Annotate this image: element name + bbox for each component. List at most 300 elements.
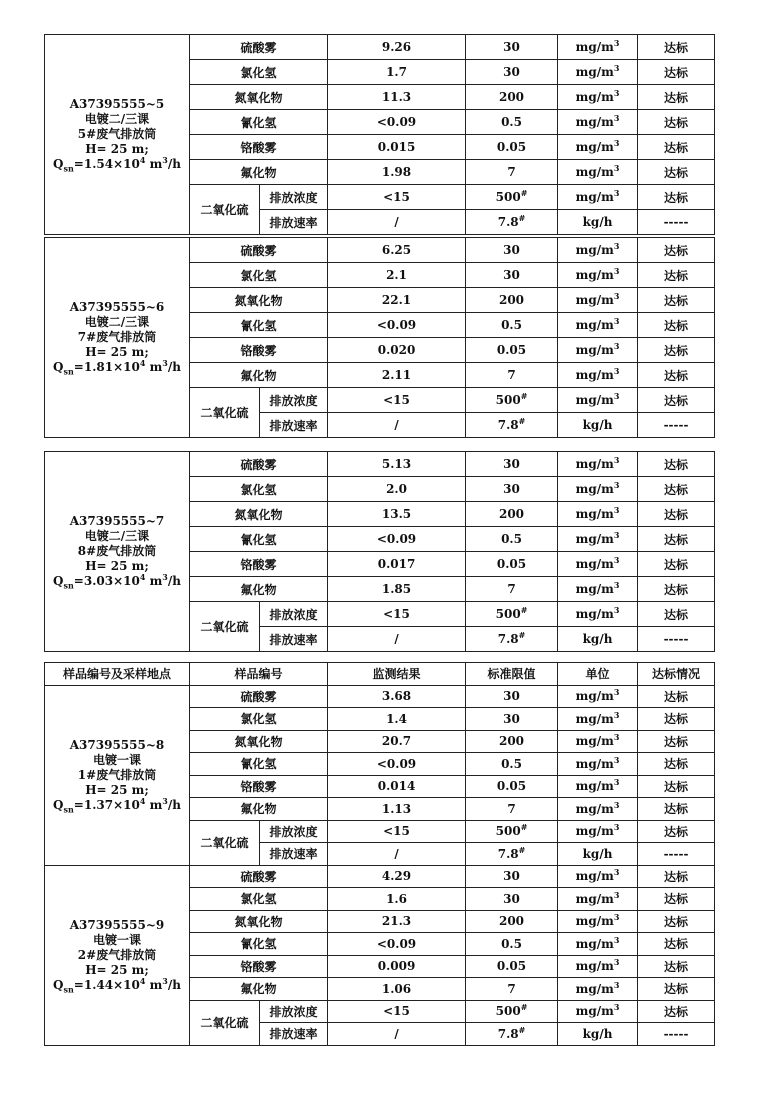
unit-text: mg/m: [575, 981, 614, 996]
unit-exponent: 3: [613, 867, 620, 878]
monitoring-result: /: [328, 413, 466, 438]
limit-value: 0.05: [496, 557, 527, 571]
so2-metric: 排放浓度: [260, 185, 328, 210]
location-line: H= 25 m;: [85, 345, 149, 359]
compliance-status: -----: [638, 627, 715, 652]
limit-value: 0.05: [496, 959, 527, 974]
flow-value: =1.54×10: [73, 157, 140, 171]
unit-text: mg/m: [575, 90, 614, 104]
flow-subscript: sn: [63, 163, 74, 174]
monitoring-result: 0.017: [328, 552, 466, 577]
unit-text: kg/h: [582, 632, 613, 646]
standard-limit: [466, 288, 558, 313]
pollutant-name: 氮氧化物: [190, 910, 328, 933]
pollutant-name: 氯化氢: [190, 708, 328, 731]
compliance-status: 达标: [638, 452, 715, 477]
standard-limit: [466, 775, 558, 798]
flow-symbol: Q: [53, 797, 64, 812]
standard-limit: [466, 933, 558, 956]
compliance-status: 达标: [638, 552, 715, 577]
location-line: 电镀一课: [92, 932, 141, 947]
pollutant-name: 氰化氢: [190, 933, 328, 956]
limit-value: 7: [507, 582, 516, 596]
compliance-status: 达标: [638, 338, 715, 363]
unit-exponent: 3: [613, 163, 620, 173]
limit-value: 200: [498, 90, 525, 104]
table-header: [45, 663, 715, 686]
flow-rate: [47, 360, 187, 375]
flow-unit: m: [145, 360, 163, 374]
so2-metric: 排放速率: [260, 843, 328, 866]
compliance-status: 达标: [638, 753, 715, 776]
unit-text: mg/m: [575, 936, 614, 951]
pollutant-name: 氰化氢: [190, 110, 328, 135]
pollutant-name: 铬酸雾: [190, 955, 328, 978]
monitoring-table-part-2: [44, 237, 715, 438]
pollutant-name: 氮氧化物: [190, 85, 328, 110]
standard-limit: [466, 60, 558, 85]
location-line: 8#废气排放筒: [77, 544, 157, 558]
compliance-status: 达标: [638, 933, 715, 956]
header-status: 达标情况: [638, 663, 715, 686]
sample-group: [45, 238, 715, 438]
monitoring-result: <15: [328, 388, 466, 413]
compliance-status: 达标: [638, 477, 715, 502]
unit-text: mg/m: [575, 914, 614, 929]
flow-exponent: 4: [139, 155, 146, 165]
unit: [558, 338, 638, 363]
unit: [558, 775, 638, 798]
so2-label: 二氧化硫: [190, 602, 260, 652]
monitoring-result: 1.06: [328, 978, 466, 1001]
table-row: [45, 452, 715, 477]
compliance-status: 达标: [638, 60, 715, 85]
so2-metric: 排放浓度: [260, 820, 328, 843]
flow-tail: /h: [167, 157, 181, 171]
location-line: 电镀一课: [92, 752, 141, 767]
compliance-status: 达标: [638, 685, 715, 708]
compliance-status: 达标: [638, 798, 715, 821]
limit-value: 0.5: [501, 532, 522, 546]
monitoring-result: /: [328, 843, 466, 866]
limit-value: 7: [507, 165, 516, 179]
limit-value: 500: [495, 393, 521, 407]
pollutant-name: 氮氧化物: [190, 288, 328, 313]
limit-value: 30: [503, 65, 520, 79]
monitoring-result: 22.1: [328, 288, 466, 313]
standard-limit: [466, 888, 558, 911]
monitoring-result: 6.25: [328, 238, 466, 263]
compliance-status: 达标: [638, 910, 715, 933]
unit: [558, 552, 638, 577]
monitoring-table-part-4: [44, 662, 715, 1046]
standard-limit: [466, 338, 558, 363]
location-line: H= 25 m;: [85, 962, 149, 977]
header-result: 监测结果: [328, 663, 466, 686]
unit: [558, 843, 638, 866]
pollutant-name: 氯化氢: [190, 263, 328, 288]
compliance-status: 达标: [638, 978, 715, 1001]
unit-text: mg/m: [575, 891, 614, 906]
monitoring-result: 11.3: [328, 85, 466, 110]
limit-value: 500: [495, 824, 521, 839]
monitoring-result: <15: [328, 1000, 466, 1023]
monitoring-result: 0.009: [328, 955, 466, 978]
compliance-status: 达标: [638, 730, 715, 753]
standard-limit: [466, 313, 558, 338]
limit-mark: #: [520, 605, 528, 615]
flow-symbol: Q: [53, 360, 64, 374]
limit-value: 0.5: [501, 115, 522, 129]
location-line: A37395555~5: [69, 97, 165, 111]
unit-exponent: 3: [613, 391, 620, 401]
limit-value: 0.05: [496, 343, 527, 357]
standard-limit: [466, 730, 558, 753]
standard-limit: [466, 978, 558, 1001]
unit-text: mg/m: [575, 318, 614, 332]
location-line: 电镀二/三课: [84, 112, 150, 126]
standard-limit: [466, 627, 558, 652]
limit-value: 30: [503, 268, 520, 282]
unit-text: kg/h: [582, 418, 613, 432]
limit-value: 7.8: [497, 846, 519, 861]
unit: [558, 35, 638, 60]
limit-value: 500: [495, 607, 521, 621]
standard-limit: [466, 798, 558, 821]
monitoring-result: 0.020: [328, 338, 466, 363]
compliance-status: 达标: [638, 110, 715, 135]
location-line: 7#废气排放筒: [77, 330, 157, 344]
unit-text: mg/m: [575, 557, 614, 571]
monitoring-result: /: [328, 210, 466, 235]
unit-text: mg/m: [575, 959, 614, 974]
compliance-status: 达标: [638, 363, 715, 388]
compliance-status: 达标: [638, 775, 715, 798]
monitoring-result: <0.09: [328, 313, 466, 338]
limit-mark: #: [520, 822, 528, 833]
flow-rate: [47, 795, 187, 814]
pollutant-name: 氟化物: [190, 363, 328, 388]
monitoring-result: 0.015: [328, 135, 466, 160]
limit-value: 7: [507, 801, 516, 816]
limit-value: 200: [498, 914, 525, 929]
table-row: [45, 238, 715, 263]
unit-exponent: 3: [613, 341, 620, 351]
unit-exponent: 3: [613, 291, 620, 301]
unit: [558, 798, 638, 821]
location-line: 1#废气排放筒: [77, 767, 157, 782]
compliance-status: 达标: [638, 602, 715, 627]
unit-text: mg/m: [575, 393, 614, 407]
limit-value: 7.8: [497, 632, 519, 646]
pollutant-name: 铬酸雾: [190, 775, 328, 798]
unit: [558, 577, 638, 602]
compliance-status: 达标: [638, 160, 715, 185]
so2-label: 二氧化硫: [190, 185, 260, 235]
standard-limit: [466, 955, 558, 978]
pollutant-name: 硫酸雾: [190, 35, 328, 60]
compliance-status: 达标: [638, 263, 715, 288]
limit-mark: #: [518, 1024, 526, 1035]
limit-mark: #: [520, 188, 528, 198]
unit-text: mg/m: [575, 779, 614, 794]
monitoring-result: <0.09: [328, 527, 466, 552]
unit-exponent: 3: [613, 754, 620, 765]
monitoring-result: 0.014: [328, 775, 466, 798]
limit-value: 200: [498, 507, 525, 521]
so2-metric: 排放浓度: [260, 1000, 328, 1023]
flow-unit-exponent: 3: [162, 358, 168, 368]
header-limit: 标准限值: [466, 663, 558, 686]
unit-exponent: 3: [613, 979, 620, 990]
unit-text: mg/m: [575, 457, 614, 471]
unit: [558, 955, 638, 978]
compliance-status: 达标: [638, 238, 715, 263]
flow-unit-exponent: 3: [162, 795, 168, 806]
flow-rate: [47, 157, 187, 172]
unit: [558, 527, 638, 552]
monitoring-result: <15: [328, 820, 466, 843]
unit-exponent: 3: [613, 316, 620, 326]
unit: [558, 865, 638, 888]
unit-exponent: 3: [613, 555, 620, 565]
monitoring-result: 21.3: [328, 910, 466, 933]
unit-exponent: 3: [613, 605, 620, 615]
location-line: 2#废气排放筒: [77, 947, 157, 962]
flow-value: =3.03×10: [73, 574, 140, 588]
unit: [558, 708, 638, 731]
unit: [558, 452, 638, 477]
unit-text: mg/m: [575, 801, 614, 816]
unit: [558, 313, 638, 338]
so2-metric: 排放速率: [260, 210, 328, 235]
pollutant-name: 氯化氢: [190, 60, 328, 85]
standard-limit: [466, 452, 558, 477]
limit-value: 7.8: [497, 1026, 519, 1041]
so2-metric: 排放浓度: [260, 602, 328, 627]
flow-subscript: sn: [63, 366, 74, 377]
unit-text: kg/h: [582, 215, 613, 229]
header-location: 样品编号及采样地点: [45, 663, 190, 686]
sampling-location: [45, 35, 190, 235]
standard-limit: [466, 753, 558, 776]
unit-text: mg/m: [575, 869, 614, 884]
standard-limit: [466, 85, 558, 110]
compliance-status: 达标: [638, 313, 715, 338]
monitoring-result: 5.13: [328, 452, 466, 477]
pollutant-name: 硫酸雾: [190, 452, 328, 477]
unit-text: mg/m: [575, 532, 614, 546]
flow-tail: /h: [167, 574, 181, 588]
monitoring-table-part-3: [44, 451, 715, 652]
unit: [558, 413, 638, 438]
monitoring-result: 4.29: [328, 865, 466, 888]
unit-text: mg/m: [575, 507, 614, 521]
limit-value: 0.5: [501, 936, 522, 951]
header-row: [45, 663, 715, 686]
pollutant-name: 铬酸雾: [190, 552, 328, 577]
unit-text: mg/m: [575, 582, 614, 596]
unit-text: mg/m: [575, 115, 614, 129]
flow-value: =1.81×10: [73, 360, 140, 374]
limit-value: 0.5: [501, 756, 522, 771]
sampling-location: [45, 685, 190, 865]
unit-text: mg/m: [575, 482, 614, 496]
limit-value: 0.5: [501, 318, 522, 332]
flow-unit: m: [145, 797, 163, 812]
compliance-status: -----: [638, 210, 715, 235]
unit-text: kg/h: [582, 1026, 613, 1041]
standard-limit: [466, 1023, 558, 1046]
standard-limit: [466, 135, 558, 160]
standard-limit: [466, 865, 558, 888]
monitoring-result: 1.98: [328, 160, 466, 185]
monitoring-result: /: [328, 627, 466, 652]
unit: [558, 753, 638, 776]
limit-value: 30: [503, 891, 520, 906]
location-line: H= 25 m;: [85, 782, 149, 797]
standard-limit: [466, 685, 558, 708]
pollutant-name: 氟化物: [190, 798, 328, 821]
unit-text: mg/m: [575, 756, 614, 771]
flow-unit-exponent: 3: [162, 572, 168, 582]
unit-text: mg/m: [575, 368, 614, 382]
limit-mark: #: [518, 630, 526, 640]
flow-subscript: sn: [63, 803, 74, 814]
unit-exponent: 3: [613, 480, 620, 490]
unit-text: mg/m: [575, 40, 614, 54]
unit: [558, 933, 638, 956]
monitoring-result: /: [328, 1023, 466, 1046]
limit-value: 200: [498, 734, 525, 749]
unit-exponent: 3: [613, 455, 620, 465]
monitoring-result: 1.85: [328, 577, 466, 602]
limit-mark: #: [518, 844, 526, 855]
limit-mark: #: [518, 213, 526, 223]
standard-limit: [466, 477, 558, 502]
sampling-location: [45, 452, 190, 652]
unit: [558, 820, 638, 843]
flow-rate: [47, 574, 187, 589]
compliance-status: 达标: [638, 577, 715, 602]
unit: [558, 160, 638, 185]
limit-value: 0.05: [496, 140, 527, 154]
unit-text: mg/m: [575, 293, 614, 307]
flow-symbol: Q: [53, 977, 64, 992]
monitoring-result: 2.11: [328, 363, 466, 388]
standard-limit: [466, 210, 558, 235]
sample-group: [45, 685, 715, 865]
limit-mark: #: [520, 391, 528, 401]
location-line: A37395555~8: [69, 737, 165, 752]
unit: [558, 60, 638, 85]
limit-value: 7: [507, 368, 516, 382]
unit-exponent: 3: [613, 580, 620, 590]
pollutant-name: 铬酸雾: [190, 135, 328, 160]
flow-value: =1.37×10: [73, 797, 140, 812]
table-row: [45, 865, 715, 888]
location-line: 电镀二/三课: [84, 529, 150, 543]
unit-text: mg/m: [575, 824, 614, 839]
monitoring-result: <0.09: [328, 110, 466, 135]
monitoring-result: <0.09: [328, 933, 466, 956]
flow-tail: /h: [167, 360, 181, 374]
unit-exponent: 3: [613, 138, 620, 148]
unit-text: mg/m: [575, 1004, 614, 1019]
pollutant-name: 氮氧化物: [190, 730, 328, 753]
standard-limit: [466, 388, 558, 413]
flow-exponent: 4: [139, 572, 146, 582]
unit-exponent: 3: [613, 530, 620, 540]
unit-exponent: 3: [613, 777, 620, 788]
standard-limit: [466, 602, 558, 627]
flow-subscript: sn: [63, 983, 74, 994]
compliance-status: 达标: [638, 820, 715, 843]
compliance-status: 达标: [638, 1000, 715, 1023]
limit-value: 200: [498, 293, 525, 307]
monitoring-result: 3.68: [328, 685, 466, 708]
unit: [558, 685, 638, 708]
limit-value: 30: [503, 482, 520, 496]
sampling-location: [45, 865, 190, 1045]
unit-exponent: 3: [613, 63, 620, 73]
so2-label: 二氧化硫: [190, 1000, 260, 1045]
unit: [558, 210, 638, 235]
flow-unit: m: [145, 574, 163, 588]
compliance-status: 达标: [638, 888, 715, 911]
limit-value: 0.05: [496, 779, 527, 794]
compliance-status: -----: [638, 843, 715, 866]
pollutant-name: 氟化物: [190, 978, 328, 1001]
monitoring-result: 2.0: [328, 477, 466, 502]
limit-value: 7: [507, 981, 516, 996]
pollutant-name: 铬酸雾: [190, 338, 328, 363]
monitoring-result: <15: [328, 185, 466, 210]
standard-limit: [466, 843, 558, 866]
unit-text: mg/m: [575, 268, 614, 282]
unit-exponent: 3: [613, 912, 620, 923]
standard-limit: [466, 552, 558, 577]
monitoring-result: 9.26: [328, 35, 466, 60]
location-line: A37395555~7: [69, 514, 165, 528]
unit-exponent: 3: [613, 38, 620, 48]
unit-exponent: 3: [613, 505, 620, 515]
unit-exponent: 3: [613, 687, 620, 698]
compliance-status: -----: [638, 1023, 715, 1046]
flow-value: =1.44×10: [73, 977, 140, 992]
so2-metric: 排放速率: [260, 1023, 328, 1046]
limit-value: 7.8: [497, 418, 519, 432]
unit-exponent: 3: [613, 934, 620, 945]
standard-limit: [466, 577, 558, 602]
flow-unit: m: [145, 157, 163, 171]
flow-subscript: sn: [63, 580, 74, 591]
standard-limit: [466, 363, 558, 388]
flow-rate: [47, 975, 187, 994]
unit: [558, 110, 638, 135]
pollutant-name: 氯化氢: [190, 477, 328, 502]
unit: [558, 502, 638, 527]
pollutant-name: 氟化物: [190, 577, 328, 602]
location-line: 电镀二/三课: [84, 315, 150, 329]
standard-limit: [466, 1000, 558, 1023]
unit-text: mg/m: [575, 65, 614, 79]
standard-limit: [466, 238, 558, 263]
header-unit: 单位: [558, 663, 638, 686]
limit-value: 30: [503, 869, 520, 884]
so2-metric: 排放浓度: [260, 388, 328, 413]
unit-exponent: 3: [613, 188, 620, 198]
